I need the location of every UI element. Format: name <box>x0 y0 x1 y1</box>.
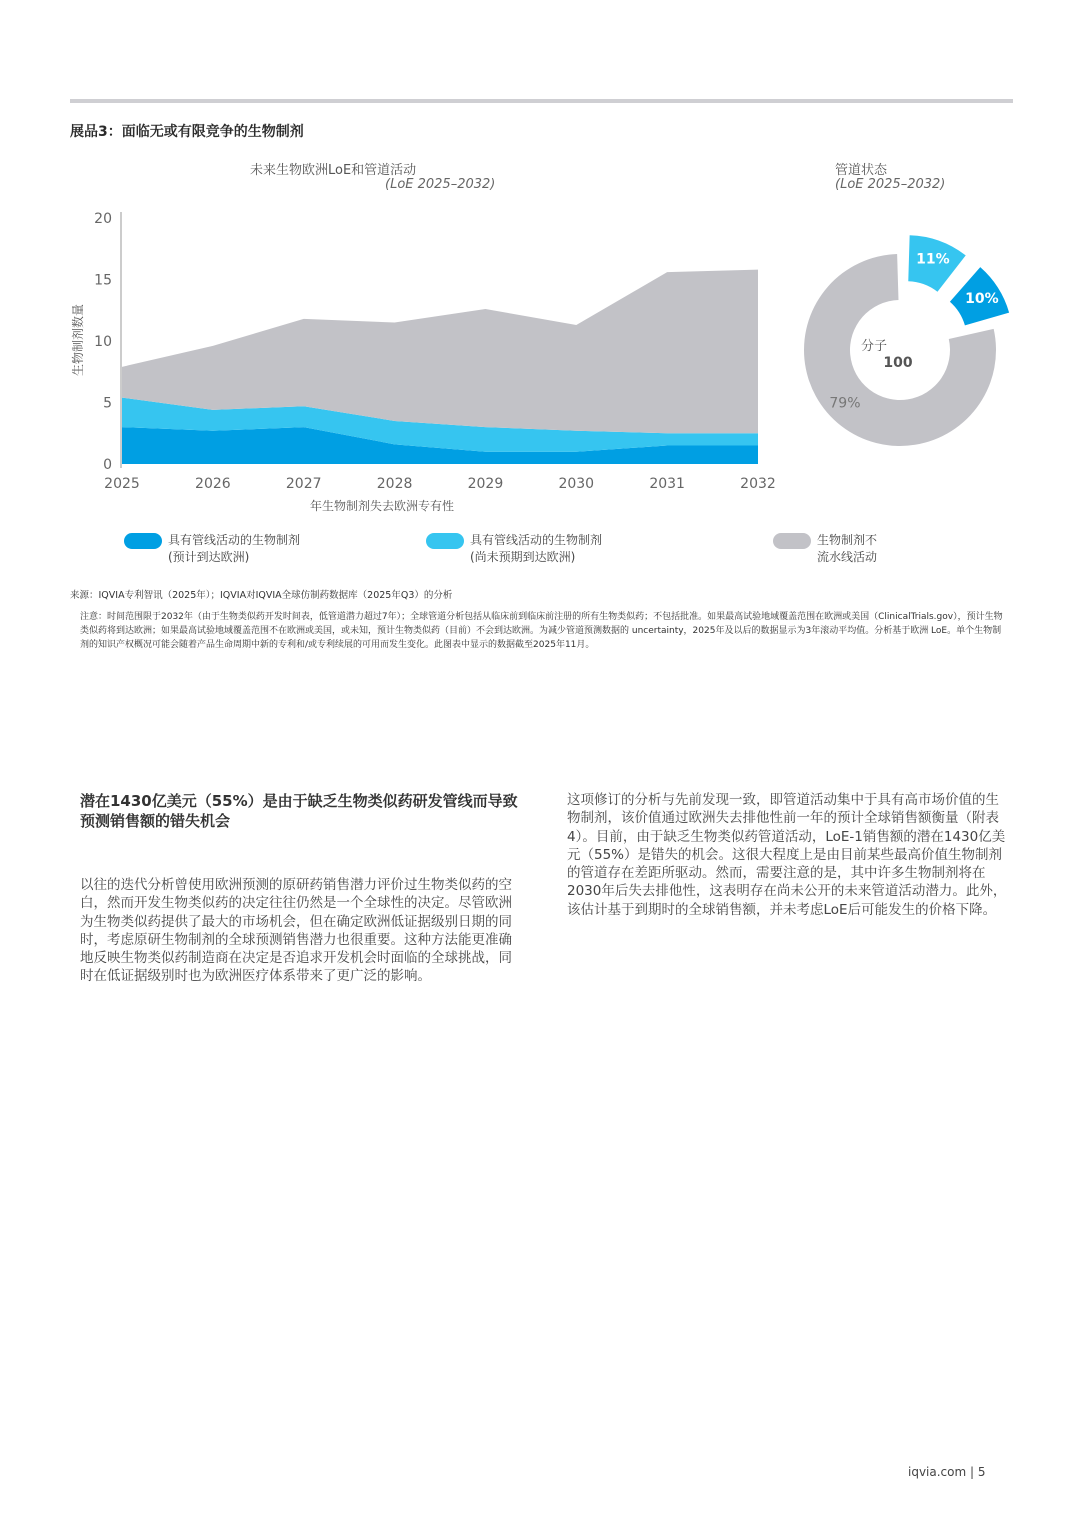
y-axis-ticks <box>94 211 112 473</box>
left-body-paragraph: 以往的迭代分析曾使用欧洲预测的原研药销售潜力评价过生物类似药的空白，然而开发生物类似药的决定往往仍然是一个全球性的决定。尽管欧洲为生物类似药提供了最大的市场机会，但在确定欧洲低证据级别日期的同时，考虑原研生物制剂的全球预测销售潜力也很重要。这种方法能更准确地反映生物类似药制造商在决定是否追求开发机会时面临的全球挑战，同时在低证据级别时也为欧洲医疗体系带来了更广泛的影响。 <box>80 877 512 985</box>
legend-label-line2: 流水线活动 <box>817 550 878 564</box>
y-tick-label: 15 <box>94 272 112 289</box>
x-axis-label: 年生物制剂失去欧洲专有性 <box>309 499 455 513</box>
x-tick-label: 2027 <box>285 476 322 492</box>
x-tick-label: 2032 <box>740 476 776 492</box>
donut-center-label: 分子 <box>860 339 888 354</box>
legend-swatch <box>124 533 162 549</box>
donut-slices <box>790 230 1010 460</box>
x-tick-label: 2028 <box>376 476 413 492</box>
x-tick-label: 2030 <box>558 476 595 492</box>
footer-site: iqvia.com <box>908 1465 967 1479</box>
area-chart-subtitle: (LoE 2025–2032) <box>385 177 496 192</box>
legend-label-line2: (尚未预期到达欧洲) <box>470 550 576 564</box>
x-tick-label: 2031 <box>649 476 685 492</box>
legend-item-no-pipeline <box>773 532 877 566</box>
donut-slice-label: 11% <box>916 251 950 268</box>
donut-chart-subtitle: (LoE 2025–2032) <box>835 177 946 192</box>
chart-notes: 注意：时间范围限于2032年（由于生物类似药开发时间表，低管道潜力超过7年）；全球管道分析包括从临床前到临床前注册的所有生物类似药；不包括批准。如果最高试验地域覆盖范围在欧洲或美国（ClinicalTrials.gov），预计生物类似药将到达欧洲；如果最高试验地域覆盖范围不在欧洲或美国，或未知，预计生物类似药（目前）不会到达欧洲。为减少管道预测数据的 uncertainty，2025年及以后的数据显示为3年滚动平均值。分析基于欧洲 LoE。单个生物制剂的知识产权概况可能会随着产品生命周期中新的专利和/或专利续展的可用而发生变化。此图表中显示的数据截至2025年11月。 <box>80 612 1003 650</box>
section-heading: 潜在1430亿美元（55%）是由于缺乏生物类似药研发管线而导致预测销售额的错失机会 <box>80 792 518 830</box>
legend-label-line1: 具有管线活动的生物制剂 <box>470 533 603 547</box>
y-tick-label: 0 <box>103 457 112 473</box>
y-tick-label: 5 <box>103 395 112 412</box>
x-tick-label: 2026 <box>195 476 231 492</box>
y-tick-label: 20 <box>94 211 112 227</box>
top-divider <box>70 99 1013 103</box>
chart-source: 来源：IQVIA专利智讯（2025年）；IQVIA对IQVIA全球仿制药数据库（2025年Q3）的分析 <box>70 590 453 601</box>
legend-swatch <box>426 533 464 549</box>
y-axis-label: 生物制剂数量 <box>71 303 85 377</box>
y-tick-label: 10 <box>94 334 112 350</box>
donut-center-value: 100 <box>883 355 913 371</box>
footer-page-number: 5 <box>977 1465 986 1479</box>
legend-swatch <box>773 533 811 549</box>
area-chart-title: 未来生物欧洲LoE和管道活动 <box>250 163 417 178</box>
donut-chart <box>790 230 1010 460</box>
donut-slice-label: 10% <box>965 291 999 308</box>
exhibit-title: 展品3：面临无或有限竞争的生物制剂 <box>70 124 304 140</box>
donut-slice-label: 79% <box>829 395 861 412</box>
x-tick-label: 2025 <box>104 476 140 492</box>
legend-label-line1: 具有管线活动的生物制剂 <box>168 533 301 547</box>
right-body-paragraph: 这项修订的分析与先前发现一致，即管道活动集中于具有高市场价值的生物制剂，该价值通过欧洲失去排他性前一年的预计全球销售额衡量（附表4）。目前，由于缺乏生物类似药管道活动，LoE-1销售额的潜在1430亿美元（55%）是错失的机会。这很大程度上是由目前某些最高价值生物制剂的管道存在差距所驱动。然而，需要注意的是，其中许多生物制剂将在2030年后失去排他性，这表明存在尚未公开的未来管道活动潜力。此外，该估计基于到期时的全球销售额，并未考虑LoE后可能发生的价格下降。 <box>567 792 1007 918</box>
legend-item-expected-europe <box>124 532 300 566</box>
area-series-3 <box>122 270 758 434</box>
area-layers <box>122 270 758 464</box>
legend-item-not-expected-europe <box>426 532 602 566</box>
x-axis-ticks <box>104 476 776 492</box>
x-tick-label: 2029 <box>467 476 504 492</box>
footer-separator: | <box>970 1465 975 1479</box>
area-chart <box>60 200 780 520</box>
donut-slice-1 <box>790 233 1010 460</box>
legend-label-line1: 生物制剂不 <box>817 533 878 547</box>
donut-chart-title: 管道状态 <box>835 163 888 178</box>
page-footer <box>908 1465 986 1479</box>
legend-label-line2: (预计到达欧洲) <box>168 550 250 564</box>
